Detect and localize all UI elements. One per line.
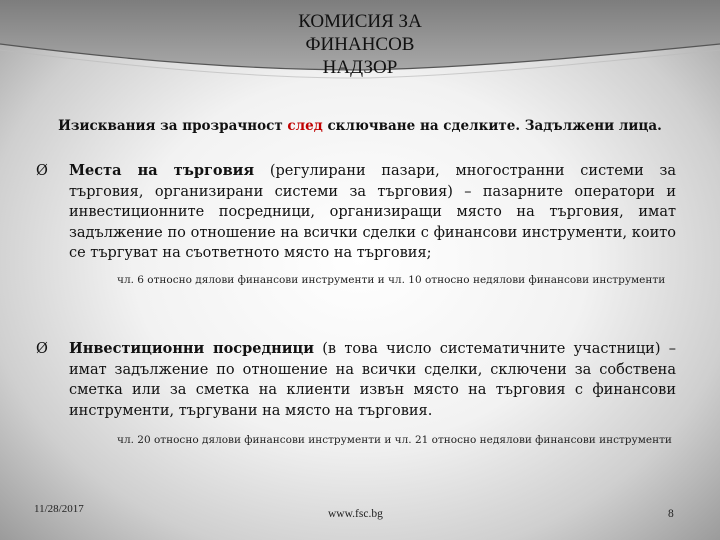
- arrow-bullet-icon: Ø: [36, 341, 48, 357]
- arrow-bullet-icon: Ø: [36, 163, 48, 179]
- bullet-body: (в това число систематичните участници) – имат задължение по отношение на всички сделки, сключени за собствена сметка или за сметка на клиенти извън място на търговия с финансови инструменти, търгувани на място на търговия.: [69, 341, 676, 419]
- footer-url[interactable]: www.fsc.bg: [328, 508, 383, 520]
- bullet-text: [69, 161, 676, 264]
- subtitle-highlight: след: [287, 118, 323, 134]
- subtitle-text-after: сключване на сделките. Задължени лица.: [322, 118, 662, 134]
- bullet-trading-venues: [36, 161, 676, 264]
- title-line-2: ФИНАНСОВ: [305, 34, 415, 55]
- bullet-body: (регулирани пазари, многостранни системи за търговия, организирани системи за търговия) – пазарните оператори и инвестиционните посредници, организиращи място на търговия, имат задължение по отношение на всички сделки с финансови инструменти, които се търгуват на съответното място на търговия;: [69, 163, 677, 261]
- footer-date: 11/28/2017: [34, 503, 84, 515]
- title-line-1: КОМИСИЯ ЗА: [298, 11, 422, 32]
- title-line-3: НАДЗОР: [322, 57, 398, 78]
- subtitle-text-before: Изисквания за прозрачност: [58, 118, 288, 134]
- slide-subtitle: [0, 118, 720, 134]
- page-title: [0, 10, 720, 79]
- legal-reference-note: чл. 20 относно дялови финансови инструменти и чл. 21 относно недялови финансови инструменти: [117, 434, 672, 446]
- page-number: 8: [668, 508, 674, 520]
- bullet-lead: Места на търговия: [69, 162, 255, 179]
- bullet-investment-firms: [36, 339, 676, 421]
- legal-reference-note: чл. 6 относно дялови финансови инструменти и чл. 10 относно недялови финансови инструменти: [117, 274, 666, 286]
- bullet-lead: Инвестиционни посредници: [69, 340, 314, 357]
- bullet-text: [69, 339, 676, 421]
